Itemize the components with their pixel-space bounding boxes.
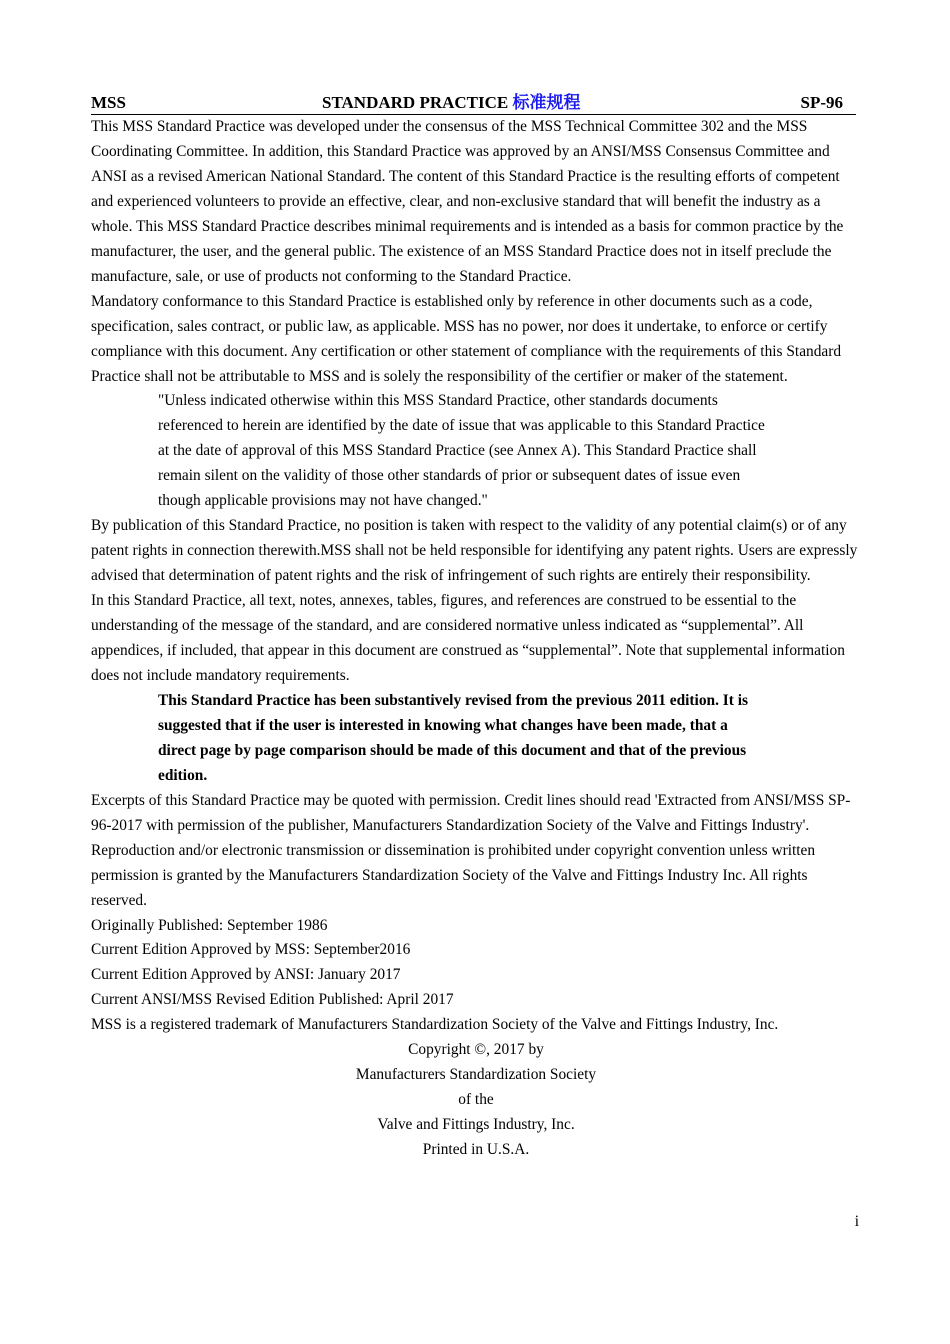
header-title: [322, 92, 580, 114]
document-body: [91, 115, 861, 1163]
approved-by-mss: Current Edition Approved by MSS: September2016: [91, 941, 411, 959]
standards-reference-quote: "Unless indicated otherwise within this MSS Standard Practice, other standards documents referenced to herein are identified by the date of issue that was applicable to this Standard Practice at the date of approval of this MSS Standard Practice (see Annex A). This Standard Practice shall remain silent on the validity of those other standards of prior or subsequent dates of issue even though applicable provisions may not have changed.": [158, 392, 765, 510]
revision-note: This Standard Practice has been substantively revised from the previous 2011 edition. It is suggested that if the user is interested in knowing what changes have been made, that a direct page by page comparison should be made of this document and that of the previous edition.: [158, 691, 749, 784]
page-number: i: [854, 1213, 859, 1230]
document-page: [91, 92, 861, 1163]
header-org: MSS: [91, 93, 126, 112]
copyright-block: [91, 1038, 861, 1163]
header-standard-id: SP-96: [800, 93, 843, 112]
revised-edition-published: Current ANSI/MSS Revised Edition Published: April 2017: [91, 991, 454, 1009]
copyright-line: Copyright ©, 2017 by: [408, 1041, 544, 1059]
approved-by-ansi: Current Edition Approved by ANSI: January 2017: [91, 966, 401, 984]
normative-paragraph: In this Standard Practice, all text, notes, annexes, tables, figures, and references are construed to be essential to the understanding of the message of the standard, and are considered normative unless indicated as “supplemental”. All appendices, if included, that appear in this document are construed as “supplemental”. Note that supplemental information does not include mandatory requirements.: [91, 592, 845, 684]
conformance-paragraph: Mandatory conformance to this Standard Practice is established only by reference in other documents such as a code, specification, sales contract, or public law, as applicable. MSS has no power, nor does it undertake, to enforce or certify compliance with this document. Any certification or other statement of compliance with the requirements of this Standard Practice shall not be attributable to MSS and is solely the responsibility of the certifier or maker of the statement.: [91, 292, 842, 385]
excerpts-paragraph: Excerpts of this Standard Practice may be quoted with permission. Credit lines should read 'Extracted from ANSI/MSS SP-96-2017 with permission of the publisher, Manufacturers Standardization Society of the Valve and Fittings Industry'. Reproduction and/or electronic transmission or dissemination is prohibited under copyright convention unless written permission is granted by the Manufacturers Standardization Society of the Valve and Fittings Industry Inc. All rights reserved.: [91, 791, 851, 909]
trademark-notice: MSS is a registered trademark of Manufacturers Standardization Society of the Valve and Fittings Industry, Inc.: [91, 1016, 779, 1034]
header-title-en: STANDARD PRACTICE: [322, 93, 509, 112]
copyright-industry-line: Valve and Fittings Industry, Inc.: [377, 1116, 575, 1134]
printed-in-line: Printed in U.S.A.: [422, 1141, 530, 1159]
header-title-cn: 标准规程: [512, 93, 581, 113]
originally-published: Originally Published: September 1986: [91, 916, 328, 934]
intro-paragraph: This MSS Standard Practice was developed under the consensus of the MSS Technical Committee 302 and the MSS Coordinating Committee. In addition, this Standard Practice was approved by an ANSI/MSS Consensus Committee and ANSI as a revised American National Standard. The content of this Standard Practice is the resulting efforts of competent and experienced volunteers to provide an effective, clear, and non-exclusive standard that will benefit the industry as a whole. This MSS Standard Practice describes minimal requirements and is intended as a basis for common practice by the manufacturer, the user, and the general public. The existence of an MSS Standard Practice does not in itself preclude the manufacture, sale, or use of products not conforming to the Standard Practice.: [91, 118, 844, 285]
page-header: [91, 92, 856, 115]
copyright-of-line: of the: [458, 1091, 494, 1109]
copyright-org-line: Manufacturers Standardization Society: [355, 1066, 597, 1084]
patent-paragraph: By publication of this Standard Practice, no position is taken with respect to the validity of any potential claim(s) or of any patent rights in connection therewith.MSS shall not be held responsible for identifying any patent rights. Users are expressly advised that determination of patent rights and the risk of infringement of such rights are entirely their responsibility.: [91, 517, 858, 585]
